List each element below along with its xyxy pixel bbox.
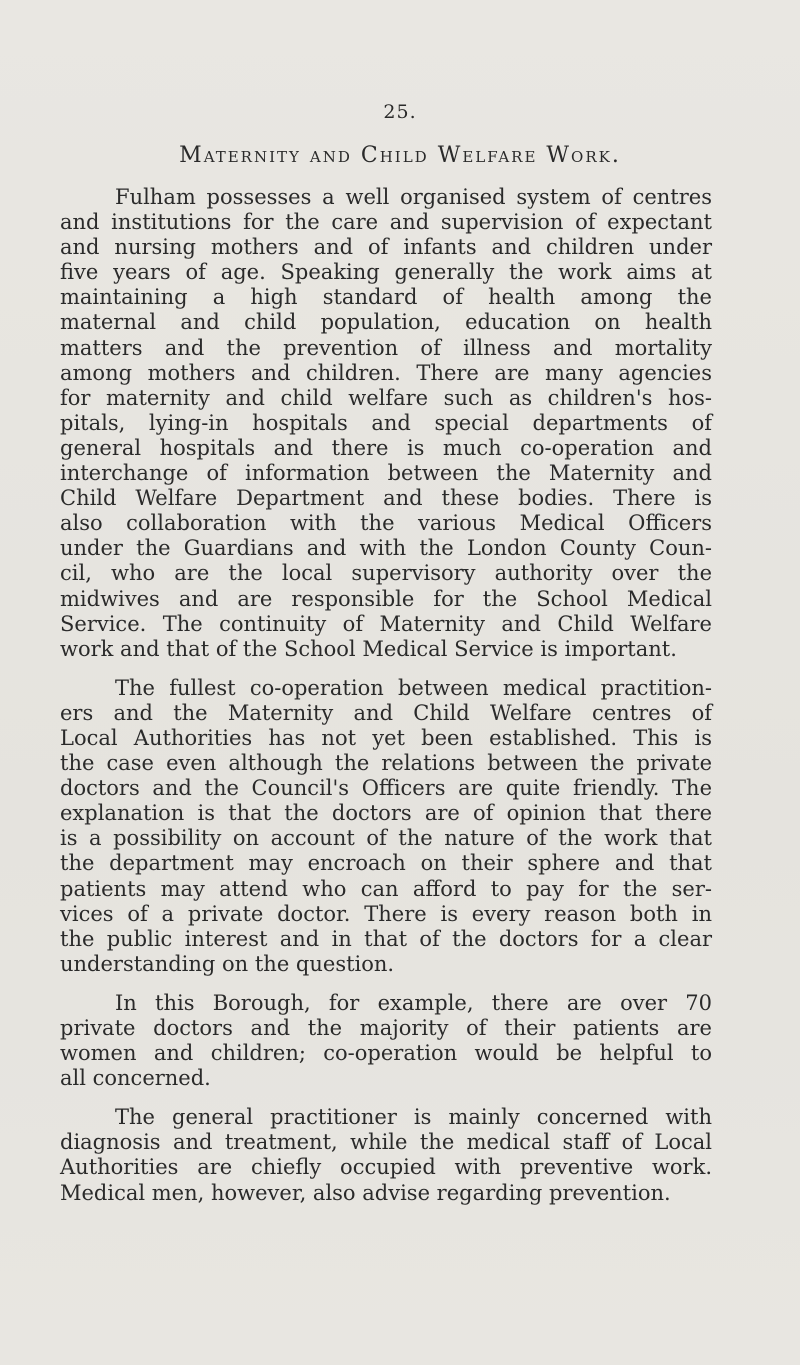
text-line: diagnosis and treatment, while the medical staff of Local [60, 1130, 712, 1155]
text-line: Child Welfare Department and these bodies. There is [60, 486, 712, 511]
paragraph [60, 991, 712, 1091]
text-line: In this Borough, for example, there are over 70 [115, 990, 712, 1015]
page-number: 25. [383, 101, 417, 123]
text-line: the case even although the relations between the private [60, 751, 712, 776]
paragraph [60, 676, 712, 977]
text-line: five years of age. Speaking generally the work aims at [60, 260, 712, 285]
text-line: explanation is that the doctors are of opinion that there [60, 801, 712, 826]
text-line: cil, who are the local supervisory authority over the [60, 561, 712, 586]
text-line: Medical men, however, also advise regarding prevention. [60, 1180, 671, 1205]
text-line: the public interest and in that of the doctors for a clear [60, 926, 712, 951]
text-line: maintaining a high standard of health among the [60, 285, 712, 310]
text-line: pitals, lying-in hospitals and special departments of [60, 410, 712, 435]
text-line: also collaboration with the various Medical Officers [60, 511, 712, 536]
text-line: understanding on the question. [60, 951, 395, 976]
text-line: Local Authorities has not yet been established. This is [60, 725, 712, 750]
text-line: for maternity and child welfare such as children's hos- [60, 385, 712, 410]
text-line: patients may attend who can afford to pay for the ser- [60, 876, 712, 901]
text-line: The fullest co-operation between medical practition- [115, 675, 712, 700]
text-line: midwives and are responsible for the School Medical [60, 586, 712, 611]
body-text [60, 185, 712, 1220]
paragraph [60, 1105, 712, 1205]
text-line: Service. The continuity of Maternity and Child Welfare [60, 611, 712, 636]
text-line: The general practitioner is mainly concerned with [115, 1105, 712, 1130]
text-line: all concerned. [60, 1066, 211, 1091]
text-line: maternal and child population, education on health [60, 310, 712, 335]
text-line: women and children; co-operation would be helpful to [60, 1041, 712, 1066]
text-line: is a possibility on account of the nature of the work that [60, 826, 712, 851]
section-heading: Maternity and Child Welfare Work. [179, 143, 621, 168]
paragraph [60, 185, 712, 662]
text-line: general hospitals and there is much co-operation and [60, 435, 712, 460]
text-line: matters and the prevention of illness and mortality [60, 335, 712, 360]
text-line: Fulham possesses a well organised system of centres [115, 185, 712, 209]
text-line: the department may encroach on their sphere and that [60, 851, 712, 876]
text-line: ers and the Maternity and Child Welfare centres of [60, 700, 712, 725]
text-line: and nursing mothers and of infants and children under [60, 235, 712, 260]
text-line: among mothers and children. There are many agencies [60, 360, 712, 385]
text-line: private doctors and the majority of their patients are [60, 1016, 712, 1040]
text-line: Authorities are chiefly occupied with preventive work. [60, 1155, 712, 1180]
text-line: work and that of the School Medical Service is important. [60, 636, 677, 661]
text-line: interchange of information between the Maternity and [60, 461, 712, 486]
text-line: and institutions for the care and supervision of expectant [60, 210, 712, 235]
text-line: doctors and the Council's Officers are quite friendly. The [60, 776, 712, 801]
text-line: under the Guardians and with the London County Coun- [60, 536, 712, 561]
text-line: vices of a private doctor. There is every reason both in [60, 901, 712, 926]
